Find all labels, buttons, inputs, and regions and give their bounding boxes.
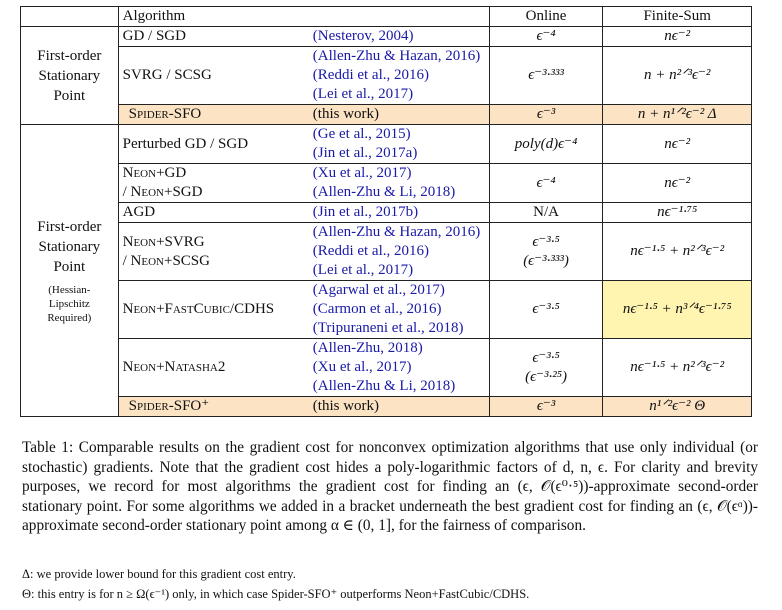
table-row [21,339,752,397]
section2-category: First-order Stationary Point (Hessian- Lipschitz Required) [21,125,119,417]
algo-cell: Neon+FastCubic/CDHS [118,281,309,339]
table-row [21,281,752,339]
algo-cell: AGD [118,203,309,223]
header-online: Online [489,7,603,27]
ref-cell: (Allen-Zhu & Hazan, 2016) (Reddi et al., 2016) (Lei et al., 2017) [309,223,489,281]
online-cell: ϵ⁻³·⁵ [489,281,603,339]
finite-cell: nϵ⁻¹·⁷⁵ [603,203,752,223]
finite-cell: nϵ⁻¹·⁵ + n²ᐟ³ϵ⁻² [603,339,752,397]
ref-cell: (Xu et al., 2017) (Allen-Zhu & Li, 2018) [309,164,489,203]
ref-cell: (Ge et al., 2015) (Jin et al., 2017a) [309,125,489,164]
table-row [21,47,752,105]
finite-cell: nϵ⁻² [603,125,752,164]
table-row-highlight [21,105,752,125]
online-cell: poly(d)ϵ⁻⁴ [489,125,603,164]
ref-cell: (this work) [309,105,489,125]
finite-cell: n¹ᐟ²ϵ⁻² Θ [603,397,752,417]
online-cell: ϵ⁻³·⁵ (ϵ⁻³·³³³) [489,223,603,281]
results-table-frame [20,6,762,417]
algo-cell: Perturbed GD / SGD [118,125,309,164]
online-cell: ϵ⁻³·⁵ (ϵ⁻³·²⁵) [489,339,603,397]
online-cell: ϵ⁻³ [489,397,603,417]
algo-cell: SVRG / SCSG [118,47,309,105]
table-row-highlight [21,397,752,417]
finite-cell-highlight: nϵ⁻¹·⁵ + n³ᐟ⁴ϵ⁻¹·⁷⁵ [603,281,752,339]
category-note: (Hessian- Lipschitz Required) [47,283,92,324]
ref-cell: (Nesterov, 2004) [309,27,489,47]
ref-cell: (Allen-Zhu & Hazan, 2016) (Reddi et al., 2016) (Lei et al., 2017) [309,47,489,105]
header-category [21,7,119,27]
footnote-theta: Θ: this entry is for n ≥ Ω(ϵ⁻¹) only, in which case Spider-SFO⁺ outperforms Neon+FastCubic/CDHS. [22,587,530,601]
table-header-row [21,7,752,27]
ref-cell: (Agarwal et al., 2017) (Carmon et al., 2016) (Tripuraneni et al., 2018) [309,281,489,339]
algo-cell: GD / SGD [118,27,309,47]
online-cell: ϵ⁻³ [489,105,603,125]
algo-cell: Spider-SFO [118,105,309,125]
algo-cell: Neon+Natasha2 [118,339,309,397]
table-row [21,164,752,203]
finite-cell: nϵ⁻¹·⁵ + n²ᐟ³ϵ⁻² [603,223,752,281]
online-cell: ϵ⁻⁴ [489,164,603,203]
finite-cell: n + n²ᐟ³ϵ⁻² [603,47,752,105]
algo-cell: Neon+SVRG / Neon+SCSG [118,223,309,281]
header-finite-sum: Finite-Sum [603,7,752,27]
results-table [20,6,752,417]
ref-cell: (this work) [309,397,489,417]
table-row [21,27,752,47]
ref-cell: (Jin et al., 2017b) [309,203,489,223]
table-row [21,125,752,164]
header-reference [309,7,489,27]
ref-cell: (Allen-Zhu, 2018) (Xu et al., 2017) (Allen-Zhu & Li, 2018) [309,339,489,397]
footnote-delta: Δ: we provide lower bound for this gradient cost entry. [22,567,296,581]
table-row [21,203,752,223]
online-cell: ϵ⁻³·³³³ [489,47,603,105]
algo-cell: Spider-SFO⁺ [118,397,309,417]
table-row [21,223,752,281]
section1-category: First-order Stationary Point [21,27,119,125]
algo-cell: Neon+GD / Neon+SGD [118,164,309,203]
header-algorithm: Algorithm [118,7,309,27]
table-caption: Table 1: Comparable results on the gradient cost for nonconvex optimization algorithms that use only individual (or stochastic) gradients. Note that the gradient cost hides a poly-logarithmic factors of d, n, ϵ. For clarity and brevity purposes, we record for most algorithms the gradient cost for finding an (ϵ, 𝒪(ϵ⁰·⁵))-approximate second-order stationary point. For some algorithms we added in a bracket underneath the best gradient cost for finding an (ϵ, 𝒪(ϵᵅ))-approximate second-order stationary point among α ∈ (0, 1], for the fairness of comparison. [22,439,758,534]
finite-cell: n + n¹ᐟ²ϵ⁻² Δ [603,105,752,125]
online-cell: N/A [489,203,603,223]
online-cell: ϵ⁻⁴ [489,27,603,47]
finite-cell: nϵ⁻² [603,27,752,47]
finite-cell: nϵ⁻² [603,164,752,203]
